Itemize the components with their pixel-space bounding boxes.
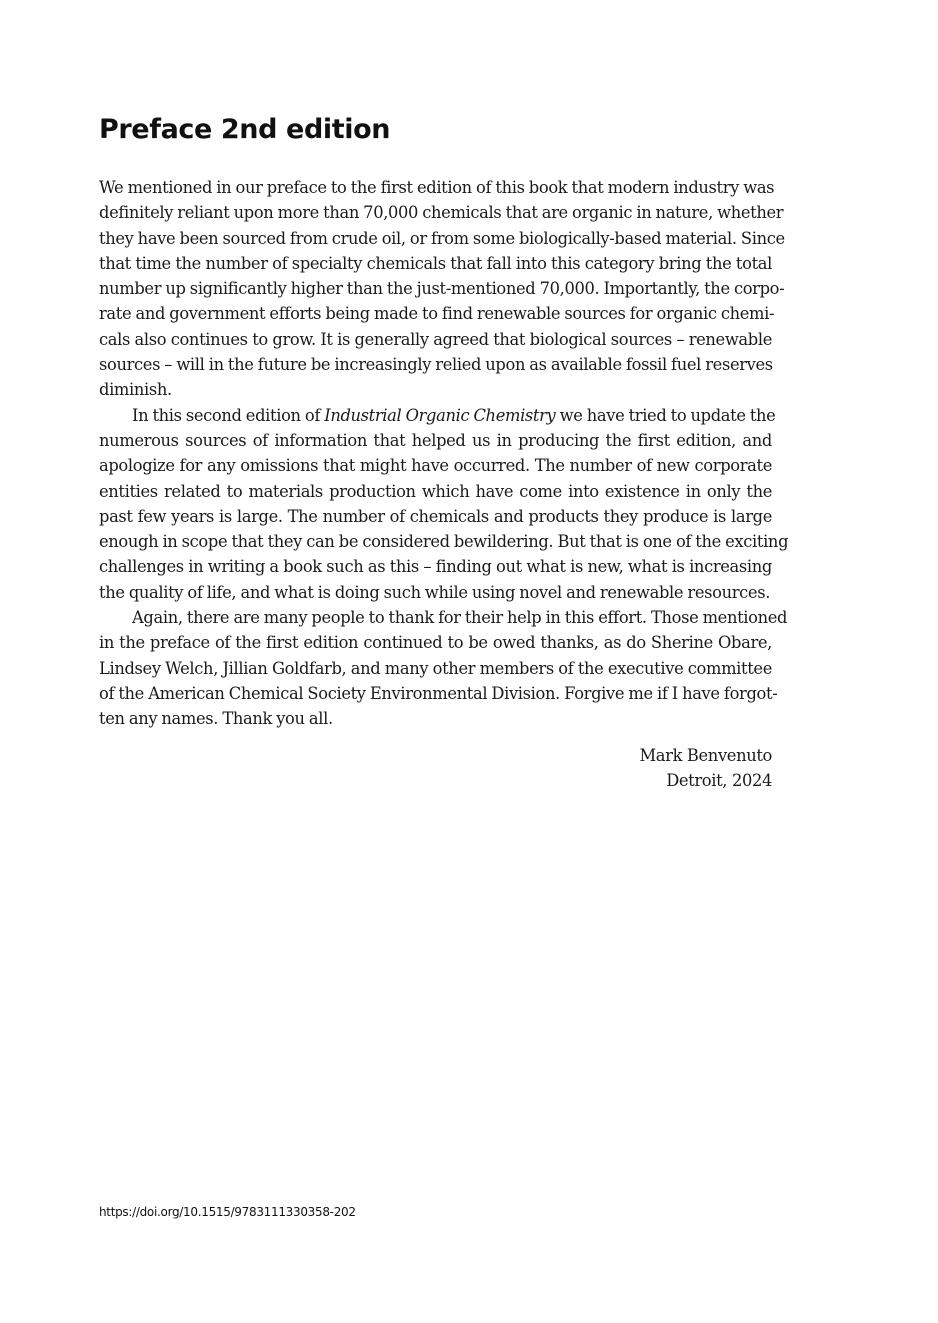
paragraph-1 — [99, 175, 785, 403]
text-line: apologize for any omissions that might have occurred. The number of new corporate — [99, 456, 772, 476]
text-line: ten any names. Thank you all. — [99, 709, 333, 729]
text-line: in the preface of the first edition continued to be owed thanks, as do Sherine Obare, — [99, 633, 772, 653]
text-segment: we have tried to update the — [555, 405, 776, 425]
place-date: Detroit, 2024 — [666, 771, 772, 791]
paragraph-3 — [99, 605, 788, 731]
preface-body — [99, 175, 789, 732]
text-segment: In this second edition of — [132, 405, 325, 425]
text-line: that time the number of specialty chemicals that fall into this category bring the total — [99, 253, 772, 273]
page-title: Preface 2nd edition — [99, 114, 391, 145]
book-title: Industrial Organic Chemistry — [324, 405, 556, 425]
text-line: Again, there are many people to thank for their help in this effort. Those mentioned — [132, 608, 788, 628]
text-line: past few years is large. The number of chemicals and products they produce is large — [99, 506, 772, 526]
text-line — [99, 403, 776, 428]
text-line: enough in scope that they can be considered bewildering. But that is one of the exciting — [99, 532, 789, 552]
text-line: the quality of life, and what is doing such while using novel and renewable resources. — [99, 582, 771, 602]
text-line: sources – will in the future be increasingly relied upon as available fossil fuel reserves — [99, 355, 773, 375]
text-line: they have been sourced from crude oil, or from some biologically-based material. Since — [99, 228, 785, 248]
text-line: cals also continues to grow. It is generally agreed that biological sources – renewable — [99, 329, 772, 349]
text-line: rate and government efforts being made to find renewable sources for organic chemi- — [99, 304, 775, 324]
author-name: Mark Benvenuto — [639, 746, 772, 765]
text-line: definitely reliant upon more than 70,000 chemicals that are organic in nature, whether — [99, 203, 784, 223]
text-line: We mentioned in our preface to the first edition of this book that modern industry was — [99, 178, 775, 197]
text-line: entities related to materials production which have come into existence in only the — [99, 481, 772, 501]
paragraph-2 — [99, 403, 789, 605]
text-line: number up significantly higher than the just-mentioned 70,000. Importantly, the corpo- — [99, 279, 785, 299]
signature-block — [99, 743, 772, 794]
text-line: numerous sources of information that helped us in producing the first edition, and — [99, 430, 772, 450]
text-line: Lindsey Welch, Jillian Goldfarb, and many other members of the executive committee — [99, 658, 772, 678]
text-line: of the American Chemical Society Environmental Division. Forgive me if I have forgot- — [99, 683, 778, 703]
doi-footer: https://doi.org/10.1515/9783111330358-202 — [99, 1205, 356, 1219]
text-line: diminish. — [99, 380, 172, 400]
text-line: challenges in writing a book such as this – finding out what is new, what is increasing — [99, 557, 772, 577]
